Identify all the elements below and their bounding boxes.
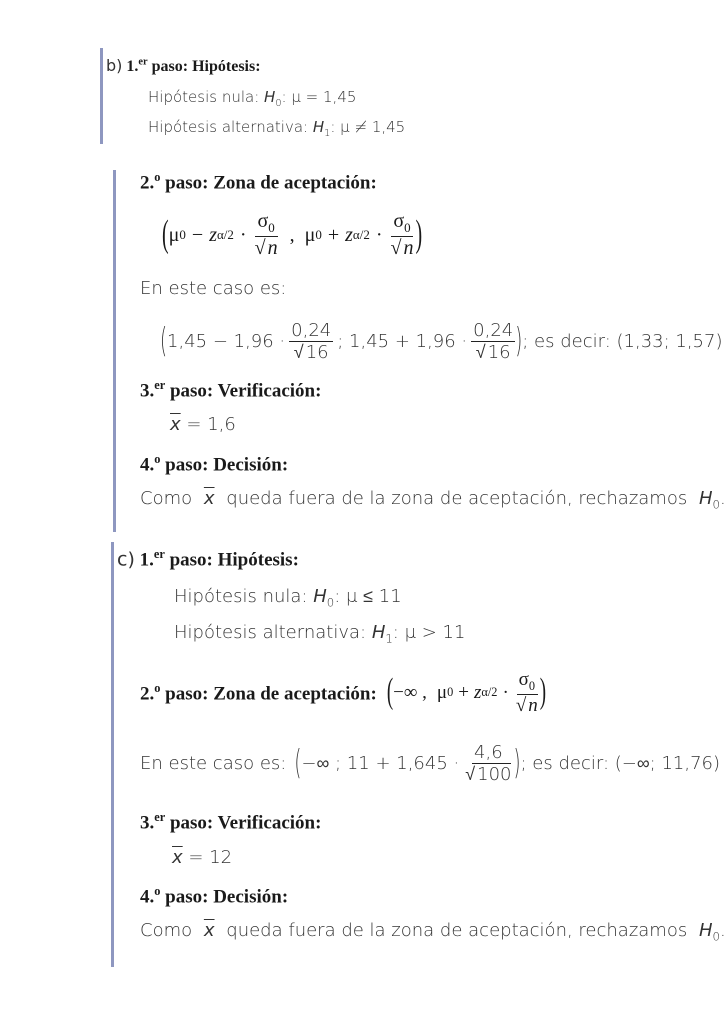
c-sample-mean: $\overline{x} = 12$	[172, 847, 233, 868]
b-alt-hypothesis: Hipótesis alternativa: $H_1$: μ ≠ 1,45	[148, 118, 406, 139]
b-step3-heading: 3.$^{er}$ paso: Verificación:	[140, 378, 322, 402]
margin-rule-b2	[113, 170, 116, 532]
b-case-label: En este caso es:	[140, 278, 287, 299]
b-step1-heading: b) 1.$^{er}$ paso: Hipótesis:	[106, 56, 261, 75]
c-step3-heading: 3.$^{er}$ paso: Verificación:	[140, 810, 322, 834]
c-case-row: En este caso es: ( −∞ ; 11 + 1,645 · $\frac{4,6}{√ 100}$ ) ; es decir: (−∞; 11,76)	[140, 741, 721, 785]
margin-rule-b1	[100, 48, 103, 144]
c-step4-heading: 4.$^o$ paso: Decisión:	[140, 884, 289, 908]
c-decision-text: Como $\overline{x}$ queda fuera de la zona de aceptación, rechazamos $H_0$.	[140, 920, 726, 944]
c-null-hypothesis: Hipótesis nula: $H_0$: μ ≤ 11	[174, 586, 402, 610]
margin-rule-c	[111, 542, 114, 967]
c-step2-heading: 2.$^o$ paso: Zona de aceptación:	[140, 680, 377, 705]
b-acceptance-formula: ( μ 0 − z α/2 · $\frac{\sigma_0}{√ n}$ , μ 0 + z α/2 · $\frac{\sigma_0}{√ n}$ )	[162, 210, 423, 259]
b-step2-heading: 2.$^o$ paso: Zona de aceptación:	[140, 170, 377, 194]
c-alt-hypothesis: Hipótesis alternativa: $H_1$: μ > 11	[174, 622, 466, 646]
b-case-formula: ( 1,45 − 1,96 · $\frac{0,24}{√ 16}$ ; 1,45 + 1,96 · $\frac{0,24}{√ 16}$ ) ; es decir: (1,33; 1,57)	[160, 319, 723, 363]
c-step1-heading: c) 1.$^{er}$ paso: Hipótesis:	[117, 547, 299, 571]
b-decision-text: Como $\overline{x}$ queda fuera de la zona de aceptación, rechazamos $H_0$.	[140, 488, 726, 512]
c-step2-row	[140, 664, 546, 722]
b-null-hypothesis: Hipótesis nula: $H_0$: μ = 1,45	[148, 88, 357, 109]
b-sample-mean: $\overline{x} = 1,6$	[170, 414, 236, 435]
b-step4-heading: 4.$^o$ paso: Decisión:	[140, 452, 289, 476]
c-acceptance-formula: ( −∞ , μ 0 + z α/2 · $\frac{\sigma_0}{√ n}$ )	[386, 669, 547, 716]
